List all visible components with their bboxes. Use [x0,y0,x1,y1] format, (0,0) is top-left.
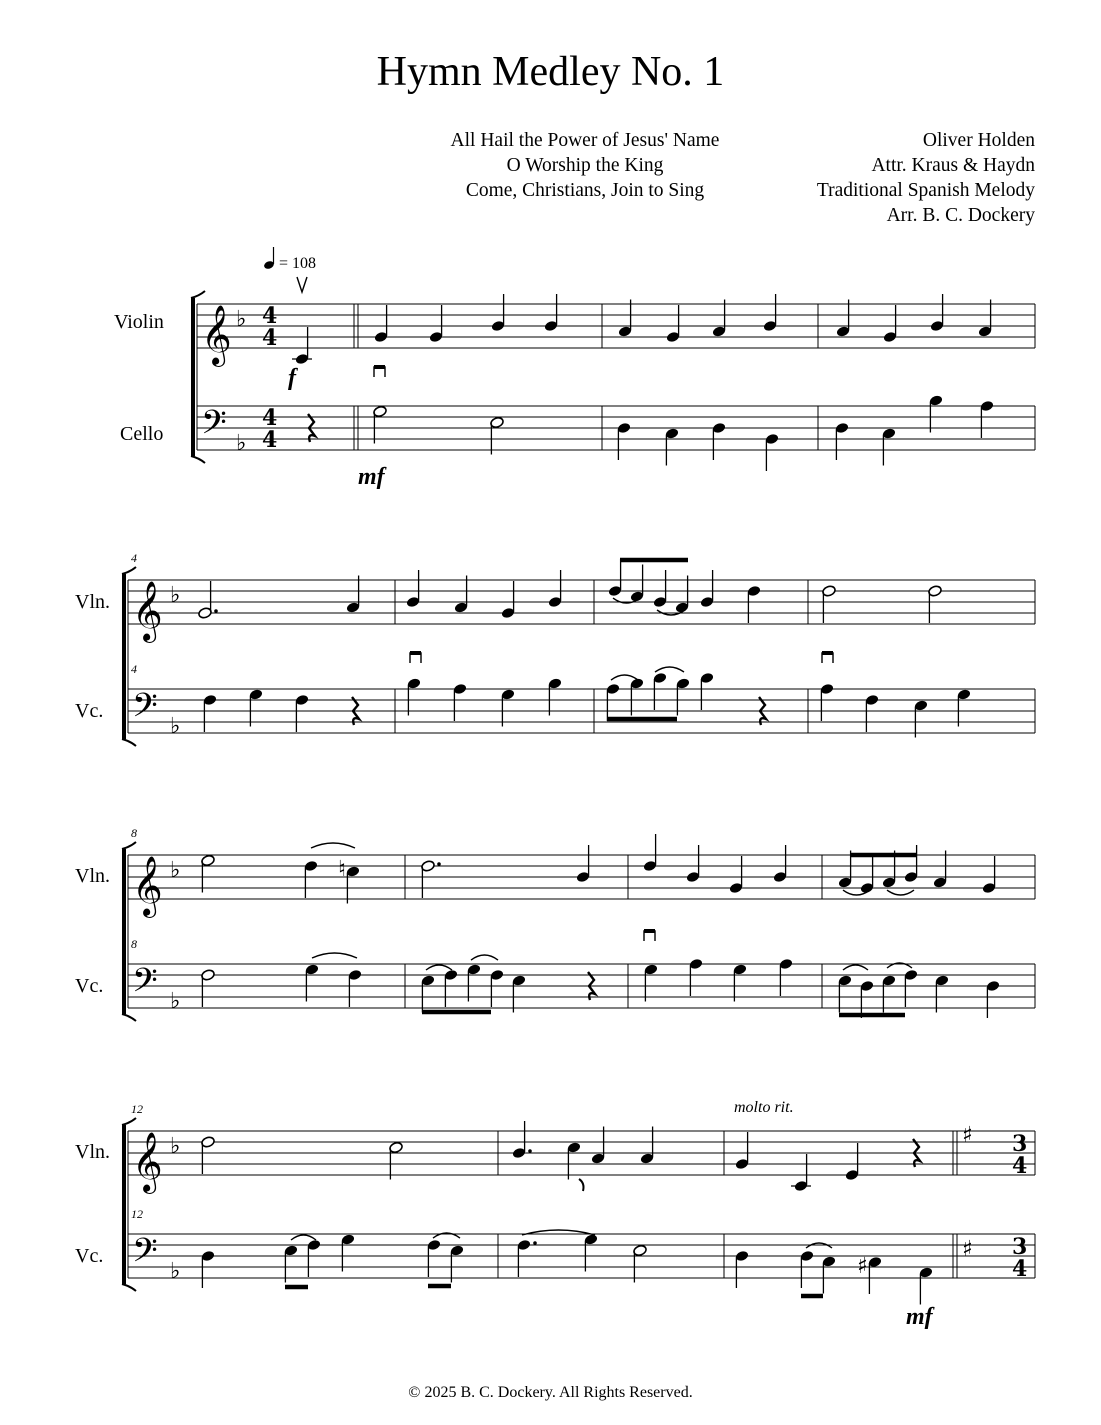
measure-number: 12 [131,1102,143,1116]
treble-clef-icon: 𝄞 [132,1132,163,1192]
svg-text:3: 3 [1012,1234,1028,1260]
time-signature [262,303,277,453]
flat-key-signature-icon: ♭ [170,583,181,608]
sharp-key-signature-icon: ♯ [962,1123,973,1148]
hymn-title-3: Come, Christians, Join to Sing [465,180,705,201]
dynamic-marking: mf [906,1304,933,1330]
hymn-title-1: All Hail the Power of Jesus' Name [450,130,720,151]
sharp-icon: ♯ [857,1254,868,1279]
violin-short-label: Vln. [75,865,110,887]
violin-staff-2 [128,580,1035,624]
slur [471,955,498,960]
flat-key-signature-icon: ♭ [170,1134,181,1159]
bass-clef-icon: 𝄢 [132,962,158,1008]
flag [579,1179,584,1191]
flat-key-signature-icon: ♭ [170,858,181,883]
treble-clef-icon: 𝄞 [132,856,163,916]
flat-key-signature-icon: ♭ [170,714,181,739]
slur [291,1235,316,1240]
composer-2: Attr. Kraus & Haydn [871,155,1035,176]
dot [437,862,441,866]
violin-short-label: Vln. [75,591,110,613]
flat-key-signature-icon: ♭ [170,989,181,1014]
measure-number: 8 [131,826,137,840]
treble-clef-icon: 𝄞 [132,581,163,641]
dot [533,1241,537,1245]
slur [843,965,868,970]
measure-number: 4 [131,662,137,676]
cello-staff-2 [128,689,1035,733]
cello-staff-1 [197,406,1035,450]
arranger: Arr. B. C. Dockery [886,205,1035,226]
sharp-key-signature-icon: ♯ [962,1237,973,1262]
bass-clef-icon: 𝄢 [132,1232,158,1278]
cello-label: Cello [120,423,164,445]
svg-text:4: 4 [262,303,278,329]
bass-clef-icon: 𝄢 [132,687,158,733]
violin-short-label: Vln. [75,1141,110,1163]
dot [214,609,218,613]
measure-number: 12 [131,1207,143,1221]
svg-text:3: 3 [1012,1131,1028,1157]
piece-title: Hymn Medley No. 1 [376,49,725,95]
bass-clef-icon: 𝄢 [201,404,227,450]
svg-text:4: 4 [1012,1153,1028,1179]
tempo-marking [263,247,316,272]
system-2 [122,567,1035,746]
dynamic-marking: mf [358,464,385,490]
flat-key-signature-icon: ♭ [236,307,247,332]
system-3 [122,842,1035,1021]
flat-key-signature-icon: ♭ [236,431,247,456]
flat-key-signature-icon: ♭ [170,1259,181,1284]
dot [528,1149,532,1153]
cello-short-label: Vc. [75,975,104,997]
svg-text:4: 4 [1012,1256,1028,1282]
copyright-footer: © 2025 B. C. Dockery. All Rights Reserved. [408,1384,693,1401]
cello-short-label: Vc. [75,700,104,722]
slur [887,890,914,895]
expression-marking: molto rit. [734,1099,794,1116]
hymn-title-2: O Worship the King [506,155,664,176]
dynamic-marking: f [288,365,296,391]
natural-icon: ♮ [338,857,346,882]
slur [426,965,452,970]
composer-1: Oliver Holden [922,130,1035,151]
cello-short-label: Vc. [75,1245,104,1267]
violin-label: Violin [114,311,164,333]
violin-staff-4 [128,1131,1035,1175]
treble-clef-icon: 𝄞 [201,305,232,365]
svg-text:4: 4 [262,405,278,431]
cello-staff-3 [128,964,1035,1008]
measure-number: 4 [131,551,137,565]
tempo-text: = 108 [279,255,317,272]
slur [312,953,357,958]
slur [311,843,355,848]
slur [655,667,684,672]
system-1 [191,291,1035,463]
svg-text:4: 4 [262,427,278,453]
violin-staff-1 [197,304,1035,348]
new-time-signature [1012,1131,1027,1282]
composer-3: Traditional Spanish Melody [816,180,1035,201]
up-bow-icon [297,277,307,292]
slur [611,675,638,680]
cello-staff-4 [128,1234,1035,1278]
svg-text:4: 4 [262,325,278,351]
measure-number: 8 [131,937,137,951]
